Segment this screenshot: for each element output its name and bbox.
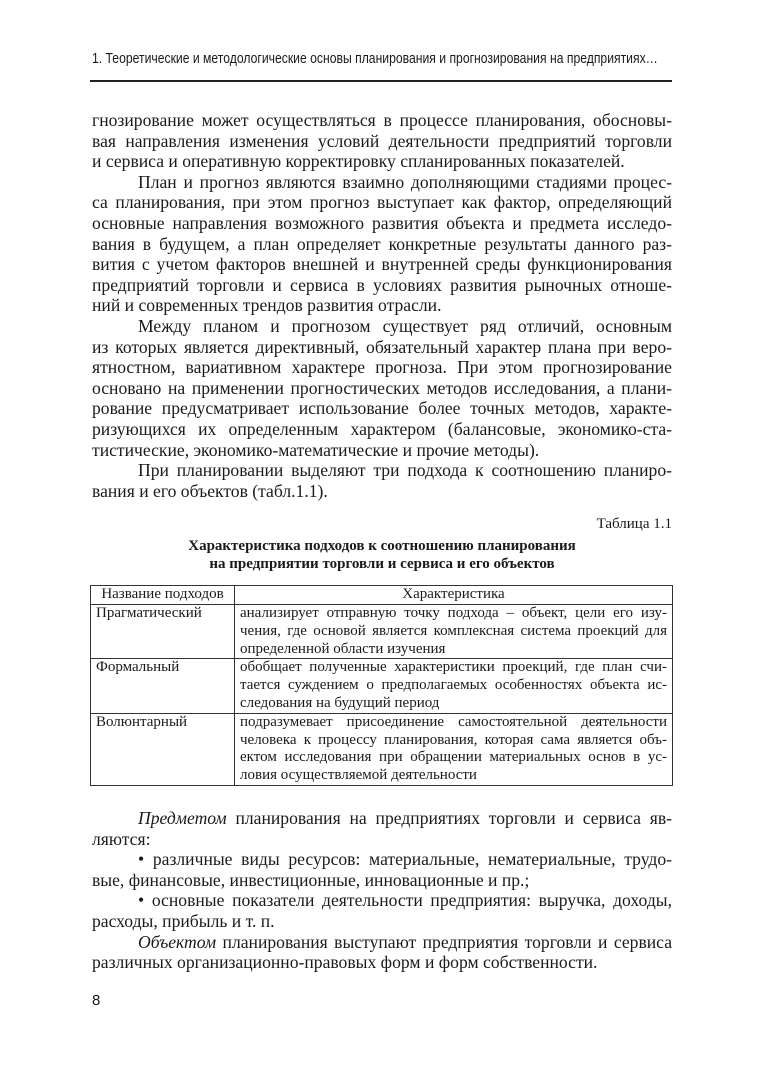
page-number: 8 bbox=[92, 992, 101, 1009]
paragraph-2 bbox=[92, 172, 672, 316]
text-line: основные направления возможного развития объекта и предмета исследо- bbox=[92, 212, 672, 233]
text-line: человека к процессу планирования, которая сама является объ- bbox=[240, 731, 667, 748]
text-span: планирования на предприятиях торговли и сервиса яв- bbox=[226, 808, 672, 829]
text-line: расходы, прибыль и т. п. bbox=[92, 911, 275, 932]
approach-description bbox=[235, 713, 673, 785]
text-line: ектом исследования при обращении материальных основ в ус- bbox=[240, 749, 667, 766]
text-line: ятностном, вариативном характере прогноза. При этом прогнозирование bbox=[92, 357, 672, 378]
text-line: ляются: bbox=[92, 828, 151, 849]
text-line bbox=[92, 932, 672, 953]
table-title-line: Характеристика подходов к соотношению планирования bbox=[188, 538, 576, 555]
text-line: тистические, экономико-математические и прочие методы). bbox=[92, 439, 540, 460]
approach-name: Волюнтарный bbox=[91, 713, 235, 785]
table-title bbox=[92, 537, 672, 573]
text-line: предприятий торговли и сервиса в условиях развития рыночных отноше- bbox=[92, 274, 672, 295]
column-header: Характеристика bbox=[235, 586, 673, 605]
text-span: планирования выступают предприятия торговли и сервиса bbox=[216, 931, 672, 952]
approach-description bbox=[235, 659, 673, 713]
bullet-line: • различные виды ресурсов: материальные, нематериальные, трудо- bbox=[138, 849, 672, 870]
approaches-table bbox=[90, 585, 673, 786]
approach-description bbox=[235, 605, 673, 659]
text-line: вития с учетом факторов внешней и внутренней среды функционирования bbox=[92, 254, 672, 275]
bullet-line: • основные показатели деятельности предприятия: выручка, доходы, bbox=[138, 890, 672, 911]
text-line: План и прогноз являются взаимно дополняющими стадиями процес- bbox=[138, 171, 672, 192]
italic-term: Предметом bbox=[138, 808, 227, 829]
italic-term: Объектом bbox=[138, 931, 217, 952]
text-line: При планировании выделяют три подхода к соотношению планиро- bbox=[138, 460, 672, 481]
table-caption: Таблица 1.1 bbox=[596, 516, 672, 533]
text-line: ний и современных трендов развития отрасли. bbox=[92, 295, 442, 316]
running-header: 1. Теоретические и методологические основы планирования и прогнозирования на предприятиях… bbox=[92, 51, 658, 67]
paragraph-1 bbox=[92, 110, 672, 172]
text-line: тается суждением о предполагаемых особенностях объекта ис- bbox=[240, 677, 667, 694]
approach-name: Формальный bbox=[91, 659, 235, 713]
text-line: подразумевает присоединение самостоятельной деятельности bbox=[240, 713, 667, 730]
text-line: вая направления изменения условий деятельности предприятий торговли bbox=[92, 130, 672, 151]
column-header: Название подходов bbox=[91, 586, 235, 605]
text-line: обобщает полученные характеристики проекций, где план счи- bbox=[240, 659, 667, 676]
approach-name: Прагматический bbox=[91, 605, 235, 659]
text-line: чения, где основой является комплексная система проекций для bbox=[240, 622, 667, 639]
text-line: Между планом и прогнозом существует ряд отличий, основным bbox=[138, 315, 672, 336]
paragraph-5 bbox=[92, 808, 672, 973]
paragraph-3 bbox=[92, 316, 672, 460]
text-line: ризующихся их определенным характером (балансовые, экономико-ста- bbox=[92, 418, 672, 439]
text-line: анализирует отправную точку подхода – объект, цели его изу- bbox=[240, 605, 667, 622]
text-line: из которых является директивный, обязательный характер плана при веро- bbox=[92, 336, 672, 357]
text-line: вания в будущем, а план определяет конкретные результаты данного раз- bbox=[92, 233, 672, 254]
text-line: са планирования, при этом прогноз выступает как фактор, определяющий bbox=[92, 192, 672, 213]
header-rule bbox=[90, 80, 672, 82]
text-line: и сервиса и оперативную корректировку спланированных показателей. bbox=[92, 151, 625, 172]
text-line: основано на применении прогностических методов исследования, а плани- bbox=[92, 377, 672, 398]
table-row bbox=[91, 605, 673, 659]
text-line: вания и его объектов (табл.1.1). bbox=[92, 480, 328, 501]
page-body bbox=[92, 110, 672, 973]
paragraph-4 bbox=[92, 460, 672, 501]
text-line: ловия осуществляемой деятельности bbox=[240, 767, 477, 784]
text-line bbox=[92, 808, 672, 829]
text-line: рование предусматривает использование более точных методов, характе- bbox=[92, 398, 672, 419]
table-title-line: на предприятии торговли и сервиса и его объектов bbox=[209, 556, 555, 573]
text-line: вые, финансовые, инвестиционные, инновационные и пр.; bbox=[92, 869, 530, 890]
table-header-row bbox=[91, 586, 673, 605]
text-line: определенной области изучения bbox=[240, 640, 446, 657]
text-line: гнозирование может осуществляться в процессе планирования, обосновы- bbox=[92, 110, 672, 130]
text-line: следования на будущий период bbox=[240, 695, 440, 712]
table-row bbox=[91, 713, 673, 785]
table-row bbox=[91, 659, 673, 713]
text-line: различных организационно-правовых форм и форм собственности. bbox=[92, 952, 598, 973]
